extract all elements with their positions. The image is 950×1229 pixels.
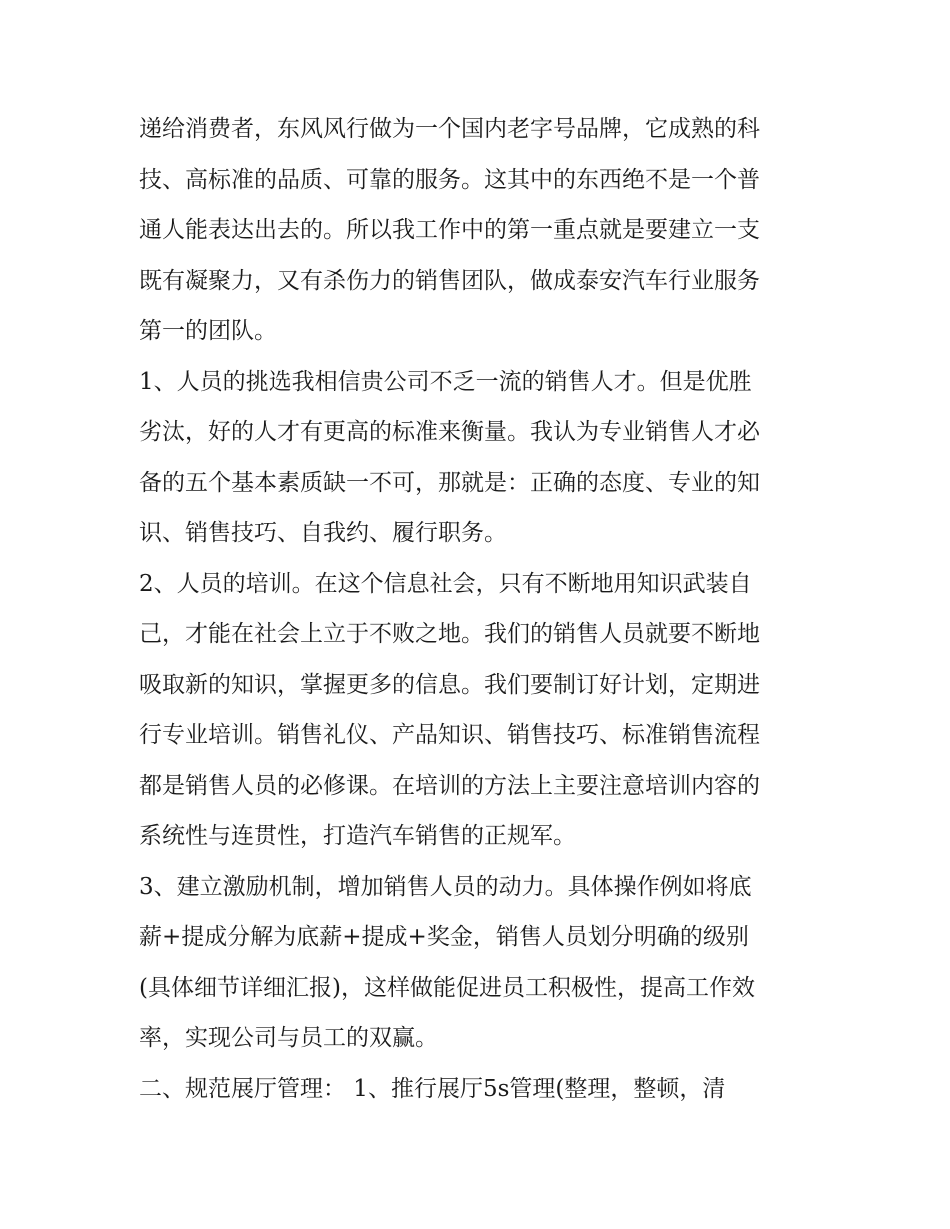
text-line: 3、建立激励机制，增加销售人员的动力。具体操作例如将底 <box>139 873 752 900</box>
text-line: 技、高标准的品质、可靠的服务。这其中的东西绝不是一个普 <box>139 166 760 193</box>
text-line: 既有凝聚力，又有杀伤力的销售团队，做成泰安汽车行业服务 <box>139 267 760 294</box>
text-line: 递给消费者，东风风行做为一个国内老字号品牌，它成熟的科 <box>139 116 760 142</box>
text-line: 薪+提成分解为底薪+提成+奖金，销售人员划分明确的级别 <box>139 924 749 950</box>
text-line: 识、销售技巧、自我约、履行职务。 <box>139 520 507 546</box>
text-line: (具体细节详细汇报)，这样做能促进员工积极性，提高工作效 <box>139 974 755 1001</box>
text-line: 系统性与连贯性，打造汽车销售的正规军。 <box>139 823 576 849</box>
text-line: 第一的团队。 <box>139 318 277 344</box>
text-line: 行专业培训。销售礼仪、产品知识、销售技巧、标准销售流程 <box>139 722 760 748</box>
text-line: 都是销售人员的必修课。在培训的方法上主要注意培训内容的 <box>139 772 760 799</box>
document-body <box>139 104 829 1114</box>
text-line: 劣汰，好的人才有更高的标准来衡量。我认为专业销售人才必 <box>139 419 760 445</box>
text-line: 备的五个基本素质缺一不可，那就是：正确的态度、专业的知 <box>139 469 760 496</box>
text-line: 通人能表达出去的。所以我工作中的第一重点就是要建立一支 <box>139 217 760 243</box>
text-line: 己，才能在社会上立于不败之地。我们的销售人员就要不断地 <box>139 621 760 647</box>
text-line: 率，实现公司与员工的双赢。 <box>139 1025 438 1051</box>
text-line: 二、规范展厅管理： 1、推行展厅5s管理(整理，整顿，清 <box>139 1075 726 1102</box>
text-line: 吸取新的知识，掌握更多的信息。我们要制订好计划，定期进 <box>139 671 760 698</box>
text-line: 1、人员的挑选我相信贵公司不乏一流的销售人才。但是优胜 <box>139 368 752 395</box>
text-line: 2、人员的培训。在这个信息社会，只有不断地用知识武装自 <box>139 570 752 597</box>
